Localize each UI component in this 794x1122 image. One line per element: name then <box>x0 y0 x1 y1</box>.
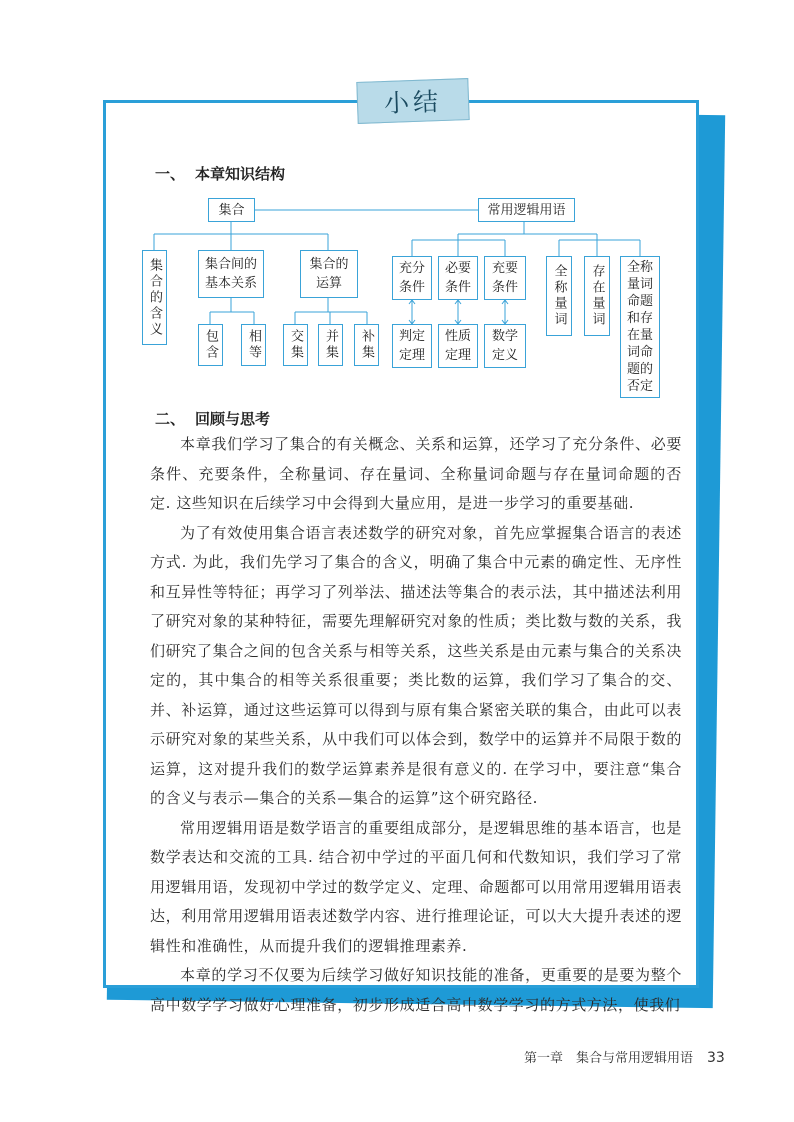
node-equal: 相等 <box>241 324 266 366</box>
node-judgment-theorem: 判定定理 <box>392 324 432 368</box>
node-set-meaning: 集合的含义 <box>142 250 167 345</box>
section-2-title: 回顾与思考 <box>195 410 271 428</box>
paragraph: 本章我们学习了集合的有关概念、关系和运算，还学习了充分条件、必要条件、充要条件，全称量词、存在量词、全称量词命题与存在量词命题的否定. 这些知识在后续学习中会得到大量应用，是进一步学习的重要基础. <box>150 435 682 512</box>
node-set-operations: 集合的运算 <box>300 250 358 298</box>
review-text <box>150 430 682 1020</box>
node-universal-quantifier: 全称量词 <box>546 256 572 336</box>
footer-chapter: 第一章 集合与常用逻辑用语 <box>524 1051 694 1066</box>
node-property-theorem: 性质定理 <box>438 324 478 368</box>
node-sufficient: 充分条件 <box>392 256 432 300</box>
node-common-logic-terms: 常用逻辑用语 <box>478 198 575 222</box>
section-2-number: 二、 <box>155 410 186 428</box>
paragraph: 本章的学习不仅要为后续学习做好知识技能的准备，更重要的是要为整个高中数学学习做好心理准备，初步形成适合高中数学学习的方式方法，使我们 <box>150 966 682 1014</box>
node-basic-relations: 集合间的基本关系 <box>198 250 264 298</box>
node-sufficient-necessary: 充要条件 <box>484 256 526 300</box>
node-union: 并集 <box>318 324 343 366</box>
node-subset: 包含 <box>198 324 223 366</box>
node-math-definition: 数学定义 <box>484 324 526 368</box>
section-1-number: 一、 <box>155 165 186 183</box>
paragraph: 为了有效使用集合语言表述数学的研究对象，首先应掌握集合语言的表述方式. 为此，我们先学习了集合的含义，明确了集合中元素的确定性、无序性和互异性等特征；再学习了列举法、描述法等集合的表示法，其中描述法利用了研究对象的某种特征，需要先理解研究对象的性质；类比数与数的关系，我们研究了集合之间的包含关系与相等关系，这些关系是由元素与集合的关系决定的，其中集合的相等关系很重要；类比数的运算，我们学习了集合的交、并、补运算，通过这些运算可以得到与原有集合紧密关联的集合，由此可以表示研究对象的某些关系，从中我们可以体会到，数学中的运算并不局限于数的运算，这对提升我们的数学运算素养是很有意义的. 在学习中，要注意“集合的含义与表示—集合的关系—集合的运算”这个研究路径. <box>150 523 682 807</box>
node-existential-quantifier: 存在量词 <box>584 256 610 336</box>
page-number: 33 <box>707 1050 725 1066</box>
section-1-heading <box>155 163 285 184</box>
title-banner <box>356 78 469 124</box>
paragraph: 常用逻辑用语是数学语言的重要组成部分，是逻辑思维的基本语言，也是数学表达和交流的工具. 结合初中学过的平面几何和代数知识，我们学习了常用逻辑用语，发现初中学过的数学定义、定理、命题都可以用常用逻辑用语表达，利用常用逻辑用语表述数学内容、进行推理论证，可以大大提升表述的逻辑性和准确性，从而提升我们的逻辑推理素养. <box>150 818 682 955</box>
node-set: 集合 <box>208 198 255 222</box>
page-title: 小结 <box>383 86 443 119</box>
node-necessary: 必要条件 <box>438 256 478 300</box>
section-2-heading <box>155 408 270 429</box>
section-1-title: 本章知识结构 <box>195 165 286 183</box>
node-negation: 全称量词命题和存在量词命题的否定 <box>620 256 660 398</box>
page-footer <box>524 1047 725 1066</box>
node-complement: 补集 <box>354 324 379 366</box>
node-intersection: 交集 <box>283 324 308 366</box>
